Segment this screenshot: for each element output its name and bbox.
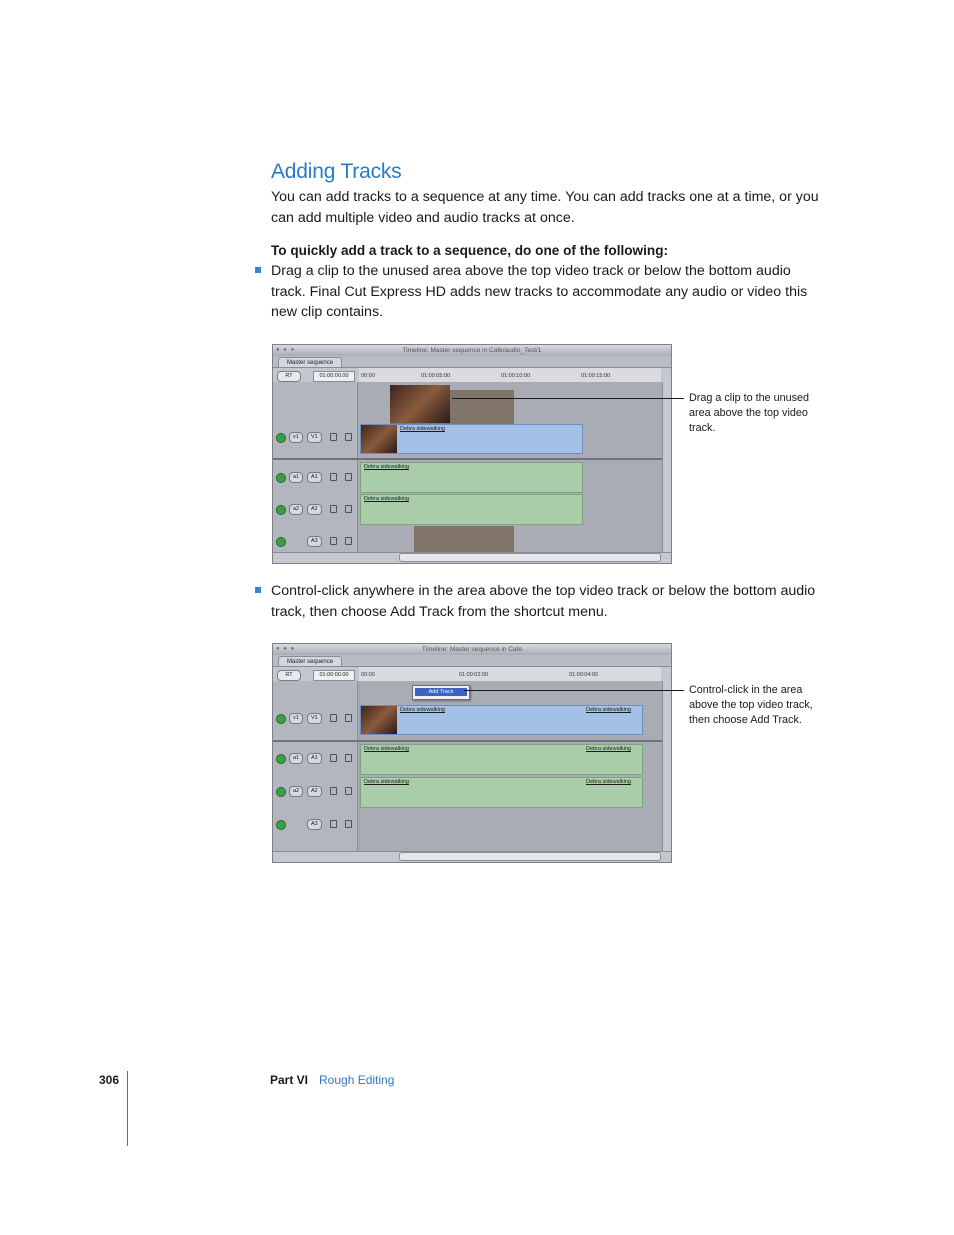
source-patch-a2[interactable]: a2 [289,786,303,797]
lock-icon[interactable] [330,820,337,828]
lock-icon[interactable] [330,473,337,481]
clip-label: Debra sidewalking [586,707,631,713]
rt-menu-button[interactable]: RT [277,371,301,382]
vertical-scrollbar[interactable] [662,382,671,553]
bullet-marker [255,587,261,593]
window-titlebar [273,644,671,655]
window-title: Timeline: Master sequence in Cafe/audio_Test/1 [402,347,542,354]
track-row-a2 [273,778,357,804]
source-patch-v1[interactable]: v1 [289,432,303,443]
menu-item-add-track[interactable]: Add Track [415,688,467,696]
video-clip-v1[interactable] [360,424,583,454]
track-row-a3 [273,528,357,554]
intro-paragraph: You can add tracks to a sequence at any time. You can add tracks one at a time, or you can add multiple video and audio tracks at once. [271,189,819,226]
audio-clip-a2[interactable] [360,777,643,808]
dest-patch-V1[interactable]: V1 [307,432,322,443]
ruler-tick: 01:00:04:00 [569,672,599,678]
audio-clip-a2[interactable] [360,494,583,525]
timeline-toolbar [273,367,671,382]
clip-label: Debra sidewalking [586,746,631,752]
audio-enable-icon[interactable] [276,537,286,547]
link-icon[interactable] [345,537,352,545]
clip-label: Debra sidewalking [400,426,445,432]
page-number: 306 [99,1073,120,1087]
link-icon[interactable] [345,820,352,828]
timeline-bottom-bar [273,552,671,563]
link-icon[interactable] [345,714,352,722]
clip-thumbnail [361,706,397,734]
track-header-column [273,382,358,553]
audio-enable-icon[interactable] [276,787,286,797]
track-row-a1 [273,745,357,771]
clip-label: Debra sidewalking [364,746,409,752]
track-row-a3 [273,811,357,837]
source-patch-a2[interactable]: a2 [289,504,303,515]
rt-menu-button[interactable]: RT [277,670,301,681]
vertical-scrollbar[interactable] [662,681,671,852]
dest-patch-A1[interactable]: A1 [307,472,322,483]
clip-label: Debra sidewalking [364,464,409,470]
audio-enable-icon[interactable] [276,820,286,830]
dest-patch-A2[interactable]: A2 [307,504,322,515]
callout-figure1: Drag a clip to the unused area above the top video track. [689,392,810,434]
lock-icon[interactable] [330,505,337,513]
ruler-tick: 01:00:10:00 [501,373,531,379]
sequence-tab[interactable]: Master sequence [278,656,342,667]
ruler-tick: 01:00:15:00 [581,373,611,379]
track-row-v1 [273,705,357,731]
clip-label: Debra sidewalking [400,707,445,713]
dest-patch-A3[interactable]: A3 [307,536,322,547]
horizontal-scrollbar[interactable] [399,553,661,562]
shortcut-menu [412,685,470,700]
track-row-a2 [273,496,357,522]
clip-label: Debra sidewalking [364,496,409,502]
audio-enable-icon[interactable] [276,754,286,764]
timeline-track-area[interactable] [358,681,663,852]
bullet-item-drag: Drag a clip to the unused area above the top video track or below the bottom audio track. Final Cut Express HD adds new tracks to accommodate any audio or video this new clip contains. [271,263,808,320]
ruler-tick: 01:00:02:00 [459,672,489,678]
link-icon[interactable] [345,754,352,762]
dest-patch-A2[interactable]: A2 [307,786,322,797]
dragged-clip-ghost-audio[interactable] [414,526,514,553]
track-header-column [273,681,358,852]
window-controls[interactable]: ● ● ● [276,646,296,652]
bullet-marker [255,267,261,273]
time-ruler[interactable] [359,667,661,681]
link-icon[interactable] [345,473,352,481]
source-patch-a1[interactable]: a1 [289,472,303,483]
timeline-window-figure1 [272,344,672,564]
window-titlebar [273,345,671,356]
link-icon[interactable] [345,505,352,513]
page-title: Adding Tracks [271,160,402,183]
lock-icon[interactable] [330,537,337,545]
audio-enable-icon[interactable] [276,505,286,515]
horizontal-scrollbar[interactable] [399,852,661,861]
video-audio-divider[interactable] [273,740,671,742]
footer-part: Part VI [270,1073,309,1087]
clip-label: Debra sidewalking [364,779,409,785]
audio-clip-a1[interactable] [360,744,643,775]
callout-leader-line [452,398,684,399]
instruction-subheading: To quickly add a track to a sequence, do one of the following: [271,243,669,258]
audio-clip-a1[interactable] [360,462,583,493]
timeline-window-figure2 [272,643,672,863]
timeline-track-area[interactable] [358,382,663,553]
window-controls[interactable]: ● ● ● [276,347,296,353]
link-icon[interactable] [345,433,352,441]
video-audio-divider[interactable] [273,458,671,460]
audio-enable-icon[interactable] [276,473,286,483]
footer-divider [127,1071,128,1146]
track-visibility-icon[interactable] [276,714,286,724]
source-patch-v1[interactable]: v1 [289,713,303,724]
track-visibility-icon[interactable] [276,433,286,443]
source-patch-a1[interactable]: a1 [289,753,303,764]
ruler-tick: 00:00 [361,672,375,678]
sequence-tab[interactable]: Master sequence [278,357,342,368]
lock-icon[interactable] [330,787,337,795]
callout-figure2: Control-click in the area above the top video track, then choose Add Track. [689,684,813,726]
timecode-field[interactable]: 01:00:00.00 [313,670,355,681]
video-clip-v1[interactable] [360,705,643,735]
ruler-tick: 00:00 [361,373,375,379]
lock-icon[interactable] [330,714,337,722]
timeline-bottom-bar [273,851,671,862]
track-row-a1 [273,464,357,490]
timeline-toolbar [273,666,671,681]
timecode-field[interactable]: 01:00:00.00 [313,371,355,382]
footer-section: Rough Editing [319,1073,395,1087]
time-ruler[interactable] [359,368,661,382]
window-title: Timeline: Master sequence in Cafe [421,646,523,653]
dest-patch-A3[interactable]: A3 [307,819,322,830]
clip-label: Debra sidewalking [586,779,631,785]
link-icon[interactable] [345,787,352,795]
track-row-v1 [273,424,357,450]
dest-patch-V1[interactable]: V1 [307,713,322,724]
ruler-tick: 01:00:05:00 [421,373,451,379]
bullet-item-control-click: Control-click anywhere in the area above the top video track or below the bottom audio track, then choose Add Track from the shortcut menu. [271,583,816,620]
lock-icon[interactable] [330,433,337,441]
callout-leader-line [464,690,684,691]
lock-icon[interactable] [330,754,337,762]
dest-patch-A1[interactable]: A1 [307,753,322,764]
dragged-clip-thumbnail[interactable] [390,385,450,423]
clip-thumbnail [361,425,397,453]
